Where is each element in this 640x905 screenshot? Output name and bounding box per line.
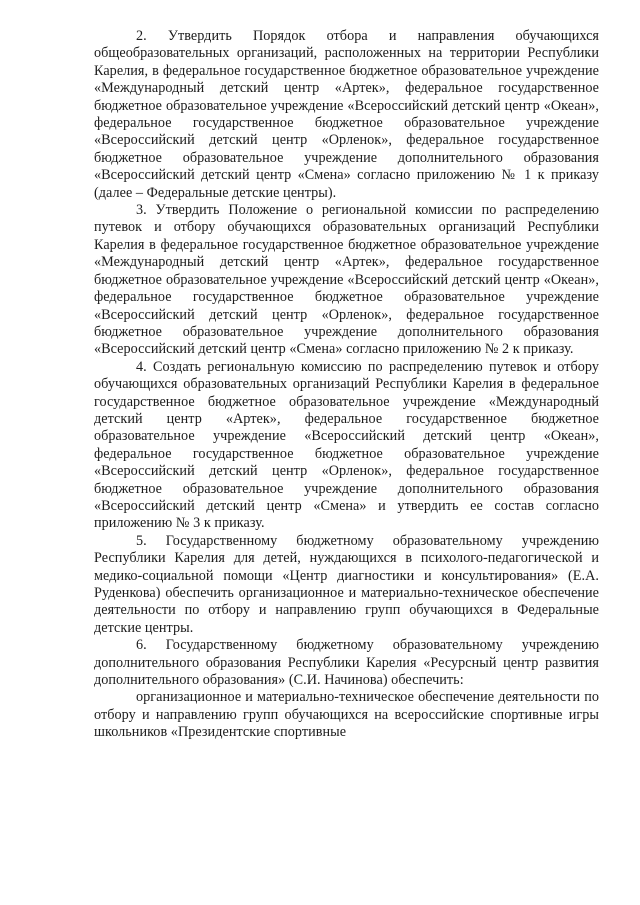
- paragraph-item-5: 5. Государственному бюджетному образовательному учреждению Республики Карелия для детей, нуждающихся в психолого-педагогической и медико-социальной помощи «Центр диагностики и консультирования» (Е.А. Руденкова) обеспечить организационное и материально-техническое обеспечение деятельности по отбору и направлению групп обучающихся в Федеральные детские центры.: [94, 532, 599, 636]
- paragraph-item-2: 2. Утвердить Порядок отбора и направления обучающихся общеобразовательных организаций, расположенных на территории Республики Карелия, в федеральное государственное бюджетное образовательное учреждение «Международный детский центр «Артек», федеральное государственное бюджетное образовательное учреждение «Всероссийский детский центр «Океан», федеральное государственное бюджетное образовательное учреждение «Всероссийский детский центр «Орленок», федеральное государственное бюджетное образовательное учреждение дополнительного образования «Всероссийский детский центр «Смена» согласно приложению № 1 к приказу (далее – Федеральные детские центры).: [94, 28, 599, 201]
- paragraph-item-4: 4. Создать региональную комиссию по распределению путевок и отбору обучающихся образовательных организаций Республики Карелия в федеральное государственное бюджетное образовательное учреждение «Международный детский центр «Артек», федеральное государственное бюджетное образовательное учреждение «Всероссийский детский центр «Океан», федеральное государственное бюджетное образовательное учреждение «Всероссийский детский центр «Орленок», федеральное государственное бюджетное образовательное учреждение дополнительного образования «Всероссийский детский центр «Смена» и утвердить ее состав согласно приложению № 3 к приказу.: [94, 358, 599, 532]
- paragraph-item-3: 3. Утвердить Положение о региональной комиссии по распределению путевок и отбору обучающихся образовательных организаций Республики Карелия в федеральное государственное бюджетное образовательное учреждение «Международный детский центр «Артек», федеральное государственное бюджетное образовательное учреждение «Всероссийский детский центр «Океан», федеральное государственное бюджетное образовательное учреждение «Всероссийский детский центр «Орленок», федеральное государственное бюджетное образовательное учреждение дополнительного образования «Всероссийский детский центр «Смена» согласно приложению № 2 к приказу.: [94, 202, 599, 358]
- paragraph-item-6: 6. Государственному бюджетному образовательному учреждению дополнительного образования Республики Карелия «Ресурсный центр развития дополнительного образования» (С.И. Начинова) обеспечить:: [94, 637, 599, 689]
- document-body: [94, 28, 599, 742]
- paragraph-item-6-subitem: организационное и материально-техническое обеспечение деятельности по отбору и направлению групп обучающихся на всероссийские спортивные игры школьников «Президентские спортивные: [94, 689, 599, 741]
